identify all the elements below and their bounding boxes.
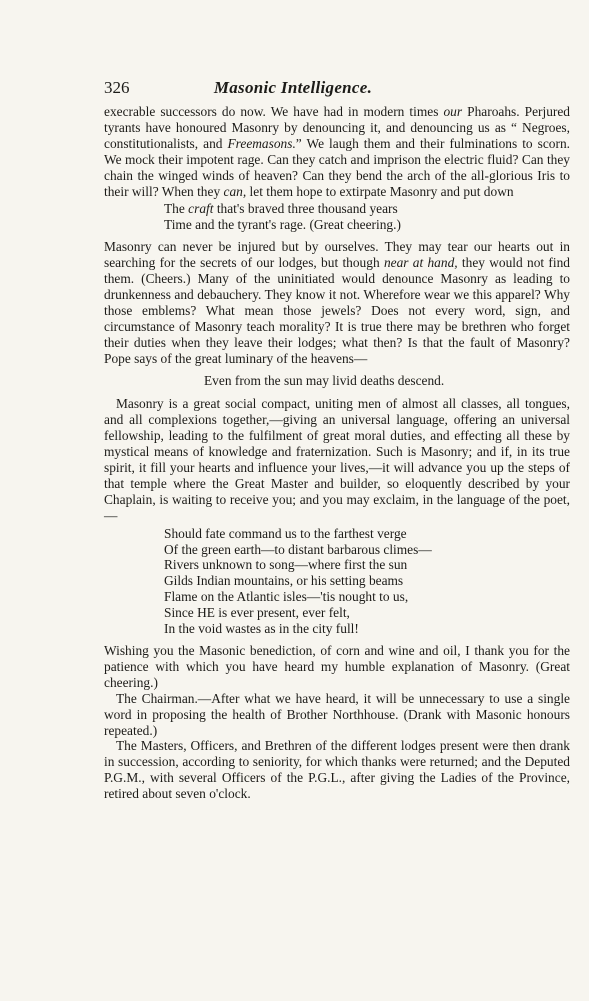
text-run: Gilds Indian mountains, or his setting beams [164, 573, 404, 589]
text-run: Masonry can never be injured but by ourselves. They may tear our hearts out in searching for the secrets of our lodges, but though [104, 239, 570, 271]
verse-line [164, 589, 570, 605]
paragraph [104, 396, 570, 523]
paragraph [104, 643, 570, 691]
text-run: Even from the sun may livid deaths descend. [204, 372, 445, 388]
page-number: 326 [104, 78, 130, 97]
text-run: Masonry is a great social compact, uniting men of almost all classes, all tongues, and all complexions together,—giving an universal language, offering an universal fellowship, leading to the fulfilment of great moral duties, and effecting all these by mystical means of knowledge and fraternization. Such is Masonry; and if, in its true spirit, it fill your hearts and influence your lives,—it will advance you up the steps of that temple where the Great Master and builder, so eloquently described by your Chaplain, is waiting to receive you; and you may exclaim, in the language of the poet,— [104, 396, 570, 523]
italic-text: Freemasons. [227, 135, 296, 151]
text-run: The Chairman.—After what we have heard, it will be unnecessary to use a single word in proposing the health of Brother Northhouse. (Drank with Masonic honours repeated.) [104, 690, 570, 738]
text-run: they would not find them. (Cheers.) Many of the uninitiated would denounce Masonry as leading to drunkenness and debauchery. They know it not. Wherefore wear we this apparel? Why those emblems? What mean those jewels? Does not every word, sign, and circumstance of Masonry teach morality? It is true there may be brethren who forget their duties when they leave their lodges; what then? Is that the fault of Masonry? Pope says of the great luminary of the heavens— [104, 255, 570, 366]
verse-line [204, 373, 570, 389]
verse-line [164, 217, 570, 233]
verse-quotation [204, 373, 570, 389]
paragraph [104, 239, 570, 366]
verse-line [164, 201, 570, 217]
text-run: Pharoahs. Perjured tyrants have honoured Masonry by denouncing it, and denouncing us as “ Negroes, constitutionalists, and [104, 104, 570, 151]
text-run: Since HE is ever present, ever felt, [164, 605, 350, 621]
text-run: Should fate command us to the farthest verge [164, 525, 407, 541]
text-run: The [164, 201, 189, 217]
verse-line [164, 557, 570, 573]
verse-quotation [164, 201, 570, 233]
verse-line [164, 573, 570, 589]
running-title: Masonic Intelligence. [213, 78, 373, 97]
verse-line [164, 621, 570, 637]
paragraph [104, 691, 570, 739]
verse-line [164, 526, 570, 542]
text-run: Wishing you the Masonic benediction, of corn and wine and oil, I thank you for the patience with which you have heard my humble explanation of Masonry. (Great cheering.) [104, 643, 570, 690]
italic-text: can, [223, 183, 247, 199]
text-run: In the void wastes as in the city full! [164, 621, 359, 637]
page-header [104, 78, 482, 102]
text-run: Of the green earth—to distant barbarous climes— [164, 541, 432, 557]
italic-text: our [443, 104, 463, 119]
italic-text: near at hand, [383, 255, 458, 271]
text-run: The Masters, Officers, and Brethren of the different lodges present were then drank in succession, according to seniority, for which thanks were returned; and the Deputed P.G.M., with several Officers of the P.G.L., after giving the Ladies of the Province, retired about seven o'clock. [104, 738, 570, 802]
text-run: let them hope to extirpate Masonry and put down [246, 183, 514, 199]
verse-line [164, 542, 570, 558]
verse-line [164, 605, 570, 621]
text-run: Flame on the Atlantic isles—'tis nought to us, [164, 589, 409, 605]
text-run: Rivers unknown to song—where first the sun [164, 557, 408, 573]
text-run: ” We laugh them and their fulminations to scorn. We mock their impotent rage. Can they catch and imprison the electric fluid? Can they chain the winged winds of heaven? Can they bend the arch of the all-glorious Iris to their will? When they [104, 135, 570, 199]
paragraph [104, 738, 570, 802]
page-body [104, 104, 570, 802]
text-run: that's braved three thousand years [213, 201, 398, 217]
text-run: execrable successors do now. We have had in modern times [104, 104, 444, 119]
verse-quotation [164, 526, 570, 637]
italic-text: craft [188, 201, 214, 217]
text-run: Time and the tyrant's rage. (Great cheering.) [164, 217, 401, 233]
paragraph [104, 104, 570, 199]
